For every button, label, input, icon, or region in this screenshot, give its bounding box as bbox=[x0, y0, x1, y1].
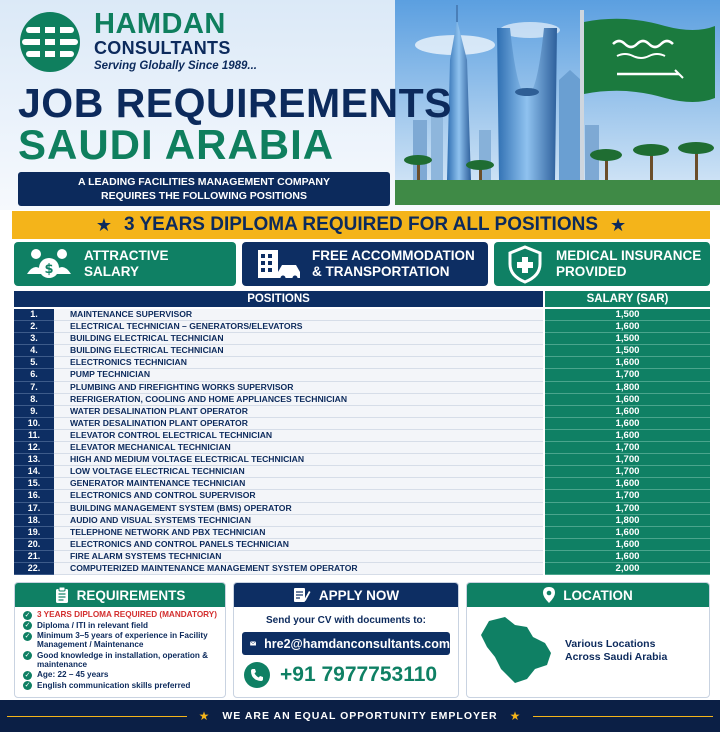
medical-shield-icon bbox=[494, 244, 556, 284]
phone-icon bbox=[244, 662, 270, 688]
table-row bbox=[14, 442, 710, 454]
row-number: 12. bbox=[14, 442, 54, 454]
benefit-accommodation-line1: FREE ACCOMMODATION bbox=[312, 248, 475, 263]
position-name: PUMP TECHNICIAN bbox=[54, 369, 543, 381]
footer-divider bbox=[7, 716, 187, 717]
apply-header bbox=[234, 583, 458, 607]
table-row bbox=[14, 454, 710, 466]
checkmark-icon: ✓ bbox=[24, 622, 31, 629]
salary-value: 1,800 bbox=[545, 515, 710, 527]
row-number: 15. bbox=[14, 478, 54, 490]
checkmark-icon: ✓ bbox=[24, 632, 31, 640]
position-name: PLUMBING AND FIREFIGHTING WORKS SUPERVISOR bbox=[54, 382, 543, 394]
apply-panel bbox=[233, 582, 459, 698]
table-row bbox=[14, 503, 710, 515]
row-number: 22. bbox=[14, 563, 54, 575]
list-item bbox=[23, 651, 219, 670]
headline-country: SAUDI ARABIA bbox=[18, 121, 335, 168]
email-address[interactable]: hre2@hamdanconsultants.com bbox=[264, 636, 450, 651]
salary-value: 1,600 bbox=[545, 418, 710, 430]
email-contact[interactable] bbox=[242, 632, 450, 655]
form-pen-icon bbox=[293, 587, 311, 603]
benefit-salary bbox=[14, 242, 236, 286]
intro-line-2: REQUIRES THE FOLLOWING POSITIONS bbox=[101, 190, 307, 202]
requirements-title: REQUIREMENTS bbox=[76, 587, 186, 603]
table-row bbox=[14, 490, 710, 502]
requirements-panel bbox=[14, 582, 226, 698]
salary-value: 2,000 bbox=[545, 563, 710, 575]
footer-text: WE ARE AN EQUAL OPPORTUNITY EMPLOYER bbox=[222, 710, 498, 722]
location-header bbox=[467, 583, 709, 607]
star-icon: ★ bbox=[198, 709, 211, 723]
row-number: 18. bbox=[14, 515, 54, 527]
position-name: ELECTRONICS AND CONTROL SUPERVISOR bbox=[54, 490, 543, 502]
clipboard-icon bbox=[55, 587, 69, 603]
row-number: 11. bbox=[14, 430, 54, 442]
svg-text:$: $ bbox=[44, 262, 54, 277]
list-item bbox=[23, 621, 219, 631]
row-number: 19. bbox=[14, 527, 54, 539]
table-row bbox=[14, 382, 710, 394]
position-name: BUILDING ELECTRICAL TECHNICIAN bbox=[54, 345, 543, 357]
benefit-accommodation-line2: & TRANSPORTATION bbox=[312, 264, 450, 279]
row-number: 6. bbox=[14, 369, 54, 381]
intro-line-1: A LEADING FACILITIES MANAGEMENT COMPANY bbox=[78, 176, 330, 188]
salary-value: 1,600 bbox=[545, 527, 710, 539]
row-number: 13. bbox=[14, 454, 54, 466]
requirement-text: Minimum 3–5 years of experience in Facility Management / Maintenance bbox=[37, 631, 208, 650]
diploma-banner bbox=[12, 211, 710, 239]
benefit-accommodation bbox=[242, 242, 488, 286]
send-cv-text: Send your CV with documents to: bbox=[265, 615, 426, 626]
salary-value: 1,500 bbox=[545, 345, 710, 357]
map-pin-icon bbox=[543, 587, 555, 603]
row-number: 8. bbox=[14, 394, 54, 406]
requirement-text: Age: 22 – 45 years bbox=[37, 670, 109, 680]
position-name: WATER DESALINATION PLANT OPERATOR bbox=[54, 418, 543, 430]
salary-value: 1,600 bbox=[545, 478, 710, 490]
envelope-icon bbox=[250, 637, 256, 650]
position-name: ELECTRICAL TECHNICIAN – GENERATORS/ELEVATORS bbox=[54, 321, 543, 333]
salary-value: 1,800 bbox=[545, 382, 710, 394]
positions-table bbox=[14, 309, 710, 575]
company-intro bbox=[18, 172, 390, 206]
position-name: WATER DESALINATION PLANT OPERATOR bbox=[54, 406, 543, 418]
column-header-salary: SALARY (SAR) bbox=[545, 291, 710, 307]
salary-value: 1,700 bbox=[545, 466, 710, 478]
footer-banner bbox=[0, 700, 720, 732]
benefit-medical-line2: PROVIDED bbox=[556, 264, 627, 279]
requirement-text: English communication skills preferred bbox=[37, 680, 191, 690]
requirement-text: Good knowledge in installation, operation & maintenance bbox=[37, 650, 209, 669]
row-number: 14. bbox=[14, 466, 54, 478]
row-number: 1. bbox=[14, 309, 54, 321]
checkmark-icon: ✓ bbox=[24, 652, 31, 660]
phone-contact[interactable] bbox=[244, 662, 458, 688]
checkmark-icon: ✓ bbox=[24, 671, 31, 679]
hamdan-globe-logo-icon bbox=[18, 10, 82, 74]
column-header-positions: POSITIONS bbox=[14, 291, 543, 307]
building-car-icon bbox=[242, 244, 312, 284]
position-name: ELEVATOR MECHANICAL TECHNICIAN bbox=[54, 442, 543, 454]
row-number: 16. bbox=[14, 490, 54, 502]
table-row bbox=[14, 527, 710, 539]
phone-number[interactable]: +91 7977753110 bbox=[280, 663, 438, 686]
table-row bbox=[14, 309, 710, 321]
position-name: ELEVATOR CONTROL ELECTRICAL TECHNICIAN bbox=[54, 430, 543, 442]
position-name: GENERATOR MAINTENANCE TECHNICIAN bbox=[54, 478, 543, 490]
star-icon: ★ bbox=[509, 709, 522, 723]
table-row bbox=[14, 406, 710, 418]
row-number: 9. bbox=[14, 406, 54, 418]
position-name: AUDIO AND VISUAL SYSTEMS TECHNICIAN bbox=[54, 515, 543, 527]
position-name: HIGH AND MEDIUM VOLTAGE ELECTRICAL TECHNICIAN bbox=[54, 454, 543, 466]
brand-subname: CONSULTANTS bbox=[94, 38, 231, 58]
footer-divider bbox=[533, 716, 713, 717]
checkmark-icon: ✓ bbox=[24, 611, 31, 619]
location-line-1: Various Locations bbox=[565, 638, 656, 650]
requirements-header bbox=[15, 583, 225, 607]
salary-value: 1,600 bbox=[545, 321, 710, 333]
table-row bbox=[14, 418, 710, 430]
location-title: LOCATION bbox=[563, 587, 633, 603]
row-number: 5. bbox=[14, 357, 54, 369]
salary-value: 1,500 bbox=[545, 333, 710, 345]
position-name: ELECTRONICS AND CONTROL PANELS TECHNICIAN bbox=[54, 539, 543, 551]
position-name: COMPUTERIZED MAINTENANCE MANAGEMENT SYSTEM OPERATOR bbox=[54, 563, 543, 575]
position-name: REFRIGERATION, COOLING AND HOME APPLIANCES TECHNICIAN bbox=[54, 394, 543, 406]
benefit-medical-line1: MEDICAL INSURANCE bbox=[556, 248, 702, 263]
headline-job-requirements: JOB REQUIREMENTS bbox=[18, 80, 452, 126]
table-row bbox=[14, 369, 710, 381]
benefit-salary-line2: SALARY bbox=[84, 264, 140, 279]
location-panel bbox=[466, 582, 710, 698]
table-row bbox=[14, 321, 710, 333]
table-row bbox=[14, 563, 710, 575]
position-name: BUILDING ELECTRICAL TECHNICIAN bbox=[54, 333, 543, 345]
banner-text: 3 YEARS DIPLOMA REQUIRED FOR ALL POSITIONS bbox=[124, 214, 598, 235]
table-row bbox=[14, 357, 710, 369]
list-item bbox=[23, 681, 219, 691]
row-number: 10. bbox=[14, 418, 54, 430]
apply-title: APPLY NOW bbox=[318, 587, 400, 603]
salary-value: 1,600 bbox=[545, 394, 710, 406]
table-row bbox=[14, 478, 710, 490]
table-row bbox=[14, 466, 710, 478]
salary-value: 1,700 bbox=[545, 503, 710, 515]
brand-tagline: Serving Globally Since 1989... bbox=[94, 60, 257, 72]
star-icon: ★ bbox=[95, 214, 112, 235]
position-name: FIRE ALARM SYSTEMS TECHNICIAN bbox=[54, 551, 543, 563]
position-name: LOW VOLTAGE ELECTRICAL TECHNICIAN bbox=[54, 466, 543, 478]
location-body bbox=[467, 607, 709, 689]
people-money-icon bbox=[14, 244, 84, 284]
salary-value: 1,700 bbox=[545, 454, 710, 466]
benefit-medical bbox=[494, 242, 710, 286]
salary-value: 1,700 bbox=[545, 442, 710, 454]
position-name: BUILDING MANAGEMENT SYSTEM (BMS) OPERATOR bbox=[54, 503, 543, 515]
requirement-text: Diploma / ITI in relevant field bbox=[37, 620, 149, 630]
salary-value: 1,700 bbox=[545, 490, 710, 502]
table-row bbox=[14, 539, 710, 551]
salary-value: 1,600 bbox=[545, 406, 710, 418]
requirement-text: 3 YEARS DIPLOMA REQUIRED (MANDATORY) bbox=[37, 610, 217, 619]
table-row bbox=[14, 430, 710, 442]
position-name: ELECTRONICS TECHNICIAN bbox=[54, 357, 543, 369]
table-row bbox=[14, 345, 710, 357]
position-name: MAINTENANCE SUPERVISOR bbox=[54, 309, 543, 321]
row-number: 7. bbox=[14, 382, 54, 394]
requirements-list bbox=[15, 607, 225, 690]
row-number: 3. bbox=[14, 333, 54, 345]
list-item bbox=[23, 631, 219, 650]
benefit-salary-line1: ATTRACTIVE bbox=[84, 248, 169, 263]
salary-value: 1,500 bbox=[545, 309, 710, 321]
brand-name: HAMDAN bbox=[94, 8, 226, 40]
row-number: 21. bbox=[14, 551, 54, 563]
row-number: 4. bbox=[14, 345, 54, 357]
salary-value: 1,600 bbox=[545, 539, 710, 551]
saudi-map-icon bbox=[475, 613, 557, 689]
star-icon: ★ bbox=[610, 214, 627, 235]
location-line-2: Across Saudi Arabia bbox=[565, 651, 668, 663]
salary-value: 1,600 bbox=[545, 430, 710, 442]
row-number: 17. bbox=[14, 503, 54, 515]
checkmark-icon: ✓ bbox=[24, 682, 31, 690]
table-row bbox=[14, 515, 710, 527]
salary-value: 1,600 bbox=[545, 357, 710, 369]
position-name: TELEPHONE NETWORK AND PBX TECHNICIAN bbox=[54, 527, 543, 539]
row-number: 20. bbox=[14, 539, 54, 551]
row-number: 2. bbox=[14, 321, 54, 333]
list-item bbox=[23, 670, 219, 680]
salary-value: 1,700 bbox=[545, 369, 710, 381]
table-row bbox=[14, 333, 710, 345]
salary-value: 1,600 bbox=[545, 551, 710, 563]
table-row bbox=[14, 394, 710, 406]
table-row bbox=[14, 551, 710, 563]
list-item bbox=[23, 610, 219, 620]
